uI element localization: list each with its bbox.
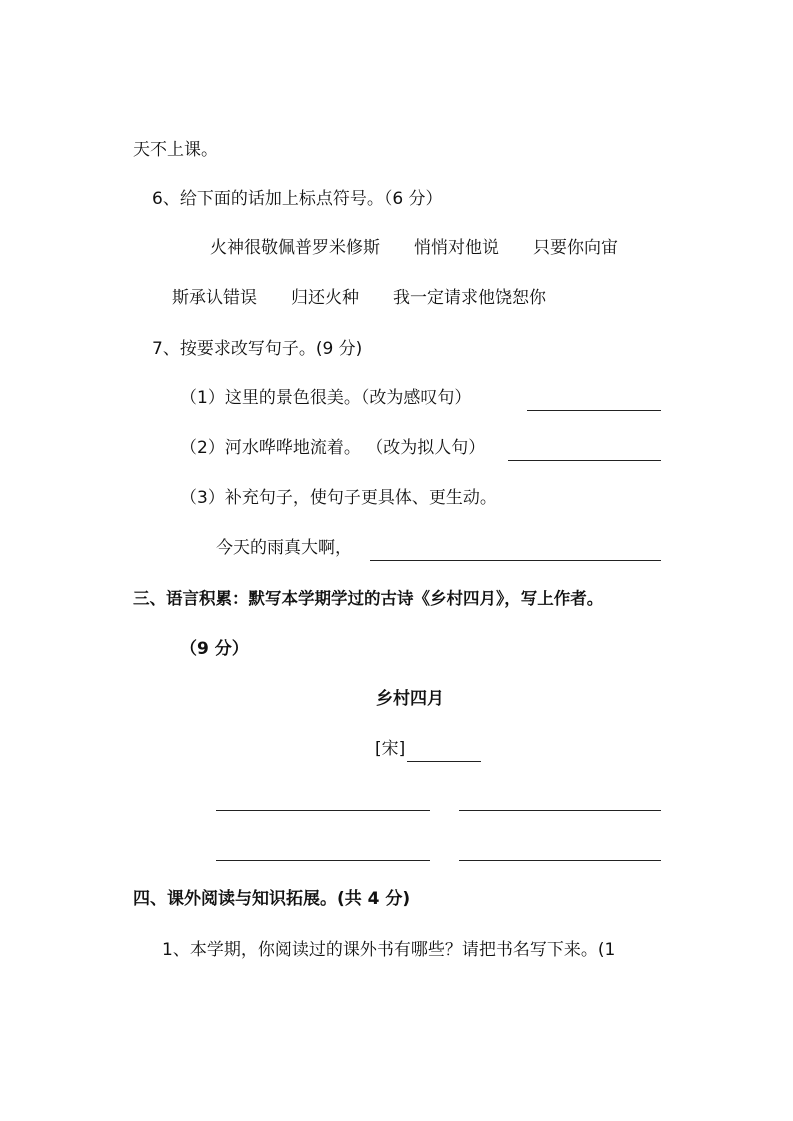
section-4-question-1: 1、本学期，你阅读过的课外书有哪些？请把书名写下来。(1	[162, 940, 616, 960]
author-blank[interactable]	[407, 761, 481, 762]
question-7-3-prompt: 今天的雨真大啊，	[216, 538, 352, 558]
section-3-points: （9 分）	[180, 639, 249, 659]
section-4-heading: 四、课外阅读与知识拓展。(共 4 分)	[133, 889, 411, 909]
question-7: 7、按要求改写句子。(9 分)	[152, 339, 363, 359]
question-7-2: （2）河水哗哗地流着。 （改为拟人句）	[180, 438, 486, 458]
answer-blank-7-1[interactable]	[527, 410, 661, 411]
question-7-3: （3）补充句子，使句子更具体、更生动。	[180, 488, 497, 508]
answer-blank-7-3[interactable]	[370, 560, 661, 561]
poem-line-blank-1b[interactable]	[459, 810, 661, 811]
continuation-text: 天不上课。	[133, 140, 218, 160]
question-7-1: （1）这里的景色很美。（改为感叹句）	[180, 388, 472, 408]
poem-line-blank-2a[interactable]	[216, 860, 430, 861]
section-3-heading: 三、语言积累：默写本学期学过的古诗《乡村四月》，写上作者。	[133, 589, 604, 608]
question-6-text-line-1: 火神很敬佩普罗米修斯 悄悄对他说 只要你向宙	[210, 238, 618, 258]
question-6-text-line-2: 斯承认错误 归还火种 我一定请求他饶恕你	[172, 288, 546, 308]
question-6: 6、给下面的话加上标点符号。（6 分）	[152, 189, 443, 209]
poem-dynasty: [宋]	[375, 739, 406, 759]
poem-title: 乡村四月	[376, 689, 444, 709]
poem-line-blank-2b[interactable]	[459, 860, 661, 861]
answer-blank-7-2[interactable]	[508, 460, 661, 461]
poem-line-blank-1a[interactable]	[216, 810, 430, 811]
